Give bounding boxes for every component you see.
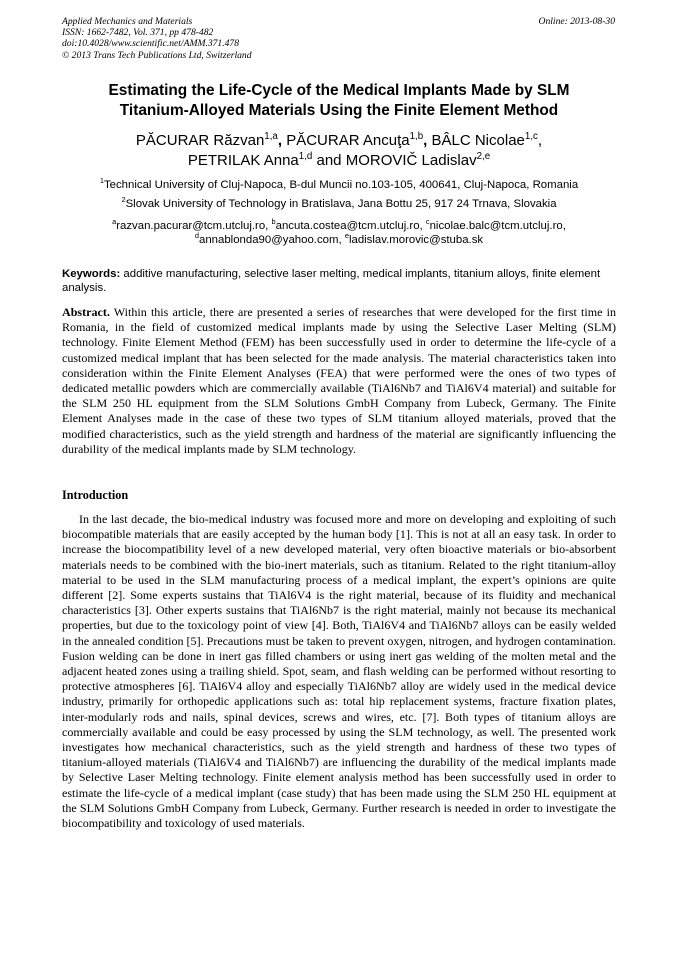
- journal-header: [62, 16, 252, 61]
- online-date: Online: 2013-08-30: [538, 16, 615, 27]
- author-sup: 1,c: [524, 131, 538, 142]
- and-word: and: [316, 151, 342, 169]
- author-list: [62, 131, 616, 170]
- email-link[interactable]: ladislav.morovic@stuba.sk: [348, 234, 484, 246]
- email-sup: c: [425, 217, 430, 227]
- author-name: PĂCURAR Răzvan: [135, 132, 265, 149]
- keywords-text: additive manufacturing, selective laser melting, medical implants, titanium alloys, finite element analysis.: [62, 268, 601, 294]
- affiliation-text: Slovak University of Technology in Bratislava, Jana Bottu 25, 917 24 Trnava, Slovakia: [125, 198, 557, 210]
- affiliation-text: Technical University of Cluj-Napoca, B-dul Muncii no.103-105, 400641, Cluj-Napoca, Romania: [103, 179, 579, 191]
- author-sup: 1,d: [298, 150, 313, 162]
- affiliation-2: [62, 197, 616, 211]
- keywords: [62, 267, 616, 295]
- abstract-label: Abstract.: [62, 305, 110, 319]
- author-name: BÂLC Nicolae: [431, 132, 525, 149]
- affiliation-1: [62, 178, 616, 192]
- email-sup: a: [112, 217, 117, 227]
- email-sup: b: [271, 217, 276, 227]
- issn-line: ISSN: 1662-7482, Vol. 371, pp 478-482: [62, 27, 214, 39]
- journal-name: Applied Mechanics and Materials: [62, 16, 193, 27]
- affiliation-sup: 2: [121, 195, 126, 205]
- author-name: PETRILAK Anna: [187, 151, 299, 169]
- keywords-label: Keywords:: [62, 268, 121, 280]
- author-emails: [62, 219, 616, 247]
- email-link[interactable]: nicolae.balc@tcm.utcluj.ro,: [429, 220, 566, 232]
- abstract-text: Within this article, there are presented a series of researches that were developed for the first time in Romania, in the field of customized medical implants made by using the Selective Laser Melting (SLM) technology. Finite Element Method (FEM) has been successfully used in order to determine the life-cycle of a customized medical implant that has been selected for the made analysis. The material characteristics taken into consideration within the Finite Element Analyses (FEA) that were performed were the ones of two types of dedicated metallic powders which are commercially available (TiAl6Nb7 and TiAl6V4 material) and suitable for the SLM 250 HL equipment from the SLM Solutions GmbH Company from Lubeck, Germany. The Finite Element Analyses made in the case of these two types of SLM titanium alloyed materials, proved that the modified characteristics, such as the yield strength and hardness of the material are significantly influencing the durability of the medical implants made by SLM technology.: [62, 305, 616, 456]
- author-sup: 1,b: [409, 131, 424, 142]
- email-sup: e: [344, 231, 349, 241]
- email-line-1: [62, 219, 616, 233]
- author-name: MOROVIČ Ladislav: [345, 151, 477, 169]
- author-line-1: PĂCURAR Răzvan$^{1,a}$, PĂCURAR Ancuţa$^{1,b}$, BÂLC Nicolae$^{1,c}$,: [135, 131, 543, 149]
- title-line-1: Estimating the Life-Cycle of the Medical Implants Made by SLM: [108, 82, 570, 99]
- copyright-line: © 2013 Trans Tech Publications Ltd, Switzerland: [62, 49, 252, 61]
- introduction-heading: Introduction: [62, 488, 129, 502]
- affiliation-sup: 1: [99, 176, 104, 186]
- abstract: [62, 305, 616, 457]
- introduction-text: In the last decade, the bio-medical industry was focused more and more on developing and exploiting of such biocompatible materials that are easily accepted by the human body [1]. This is not at all an easy task. In order to increase the biocompatibility level of a new developed material, very often bioactive materials or bio-absorbent materials needs to be combined with the bio-inert materials, such as titanium. Related to the right titanium-alloy material to be used in the SLM manufacturing process of a medical implant, the expert’s opinions are quite different [2]. Some experts sustains that TiAl6V4 is the right material, because of its fluidity and mechanical characteristics [3]. Other experts sustains that TiAl6Nb7 is the right material, mainly not because its mechanical properties, but due to the toxicology point of view [4]. Both, TiAl6V4 and TiAl6Nb7 alloys can be easily welded in the annealed condition [5]. Precautions must be taken to prevent oxygen, nitrogen, and hydrogen contamination. Fusion welding can be done in inert gas filled chambers or using inert gas welding of the molten metal and the adjacent heated zones using a trailing shield. Spot, seam, and flash welding can be performed without resorting to protective atmospheres [6]. TiAl6V4 alloy and especially TiAl6Nb7 alloy are widely used in the medical device industry, primarily for orthopedic applications such as: total hip replacement systems, fracture fixation plates, inter-modularly rods and nails, spinal devices, screws and wires, etc. [7]. Both types of titanium alloys are commercially available and could be easy processed by using the SLM technology, as well. The presented work investigates how mechanical characteristics, such as the yield strength and hardness of these two types of titanium-alloyed materials (TiAl6V4 and TiAl6Nb7) are influencing the durability of the medical implants made by Selective Laser Melting technology. Finite element analysis method has been successfully used in order to estimate the life-cycle of a medical implant (case study) that has been made using the SLM 250 HL equipment at the SLM Solutions GmbH Company from Lubeck, Germany. Further research is needed in order to investigate the biocompatibility and toxicology of used materials.: [62, 512, 616, 831]
- email-link[interactable]: razvan.pacurar@tcm.utcluj.ro,: [116, 220, 269, 232]
- author-sup: 1,a: [264, 131, 278, 142]
- paper-title: [62, 81, 616, 120]
- email-sup: d: [194, 231, 199, 241]
- title-line-2: Titanium-Alloyed Materials Using the Finite Element Method: [119, 101, 559, 119]
- email-link[interactable]: annablonda90@yahoo.com,: [198, 234, 342, 246]
- email-link[interactable]: ancuta.costea@tcm.utcluj.ro,: [275, 220, 423, 232]
- email-line-2: [62, 233, 616, 247]
- author-line-2: [62, 151, 616, 171]
- doi-line: doi:10.4028/www.scientific.net/AMM.371.478: [62, 38, 240, 50]
- author-sup: 2,e: [476, 150, 491, 162]
- author-name: PĂCURAR Ancuţa: [286, 132, 410, 149]
